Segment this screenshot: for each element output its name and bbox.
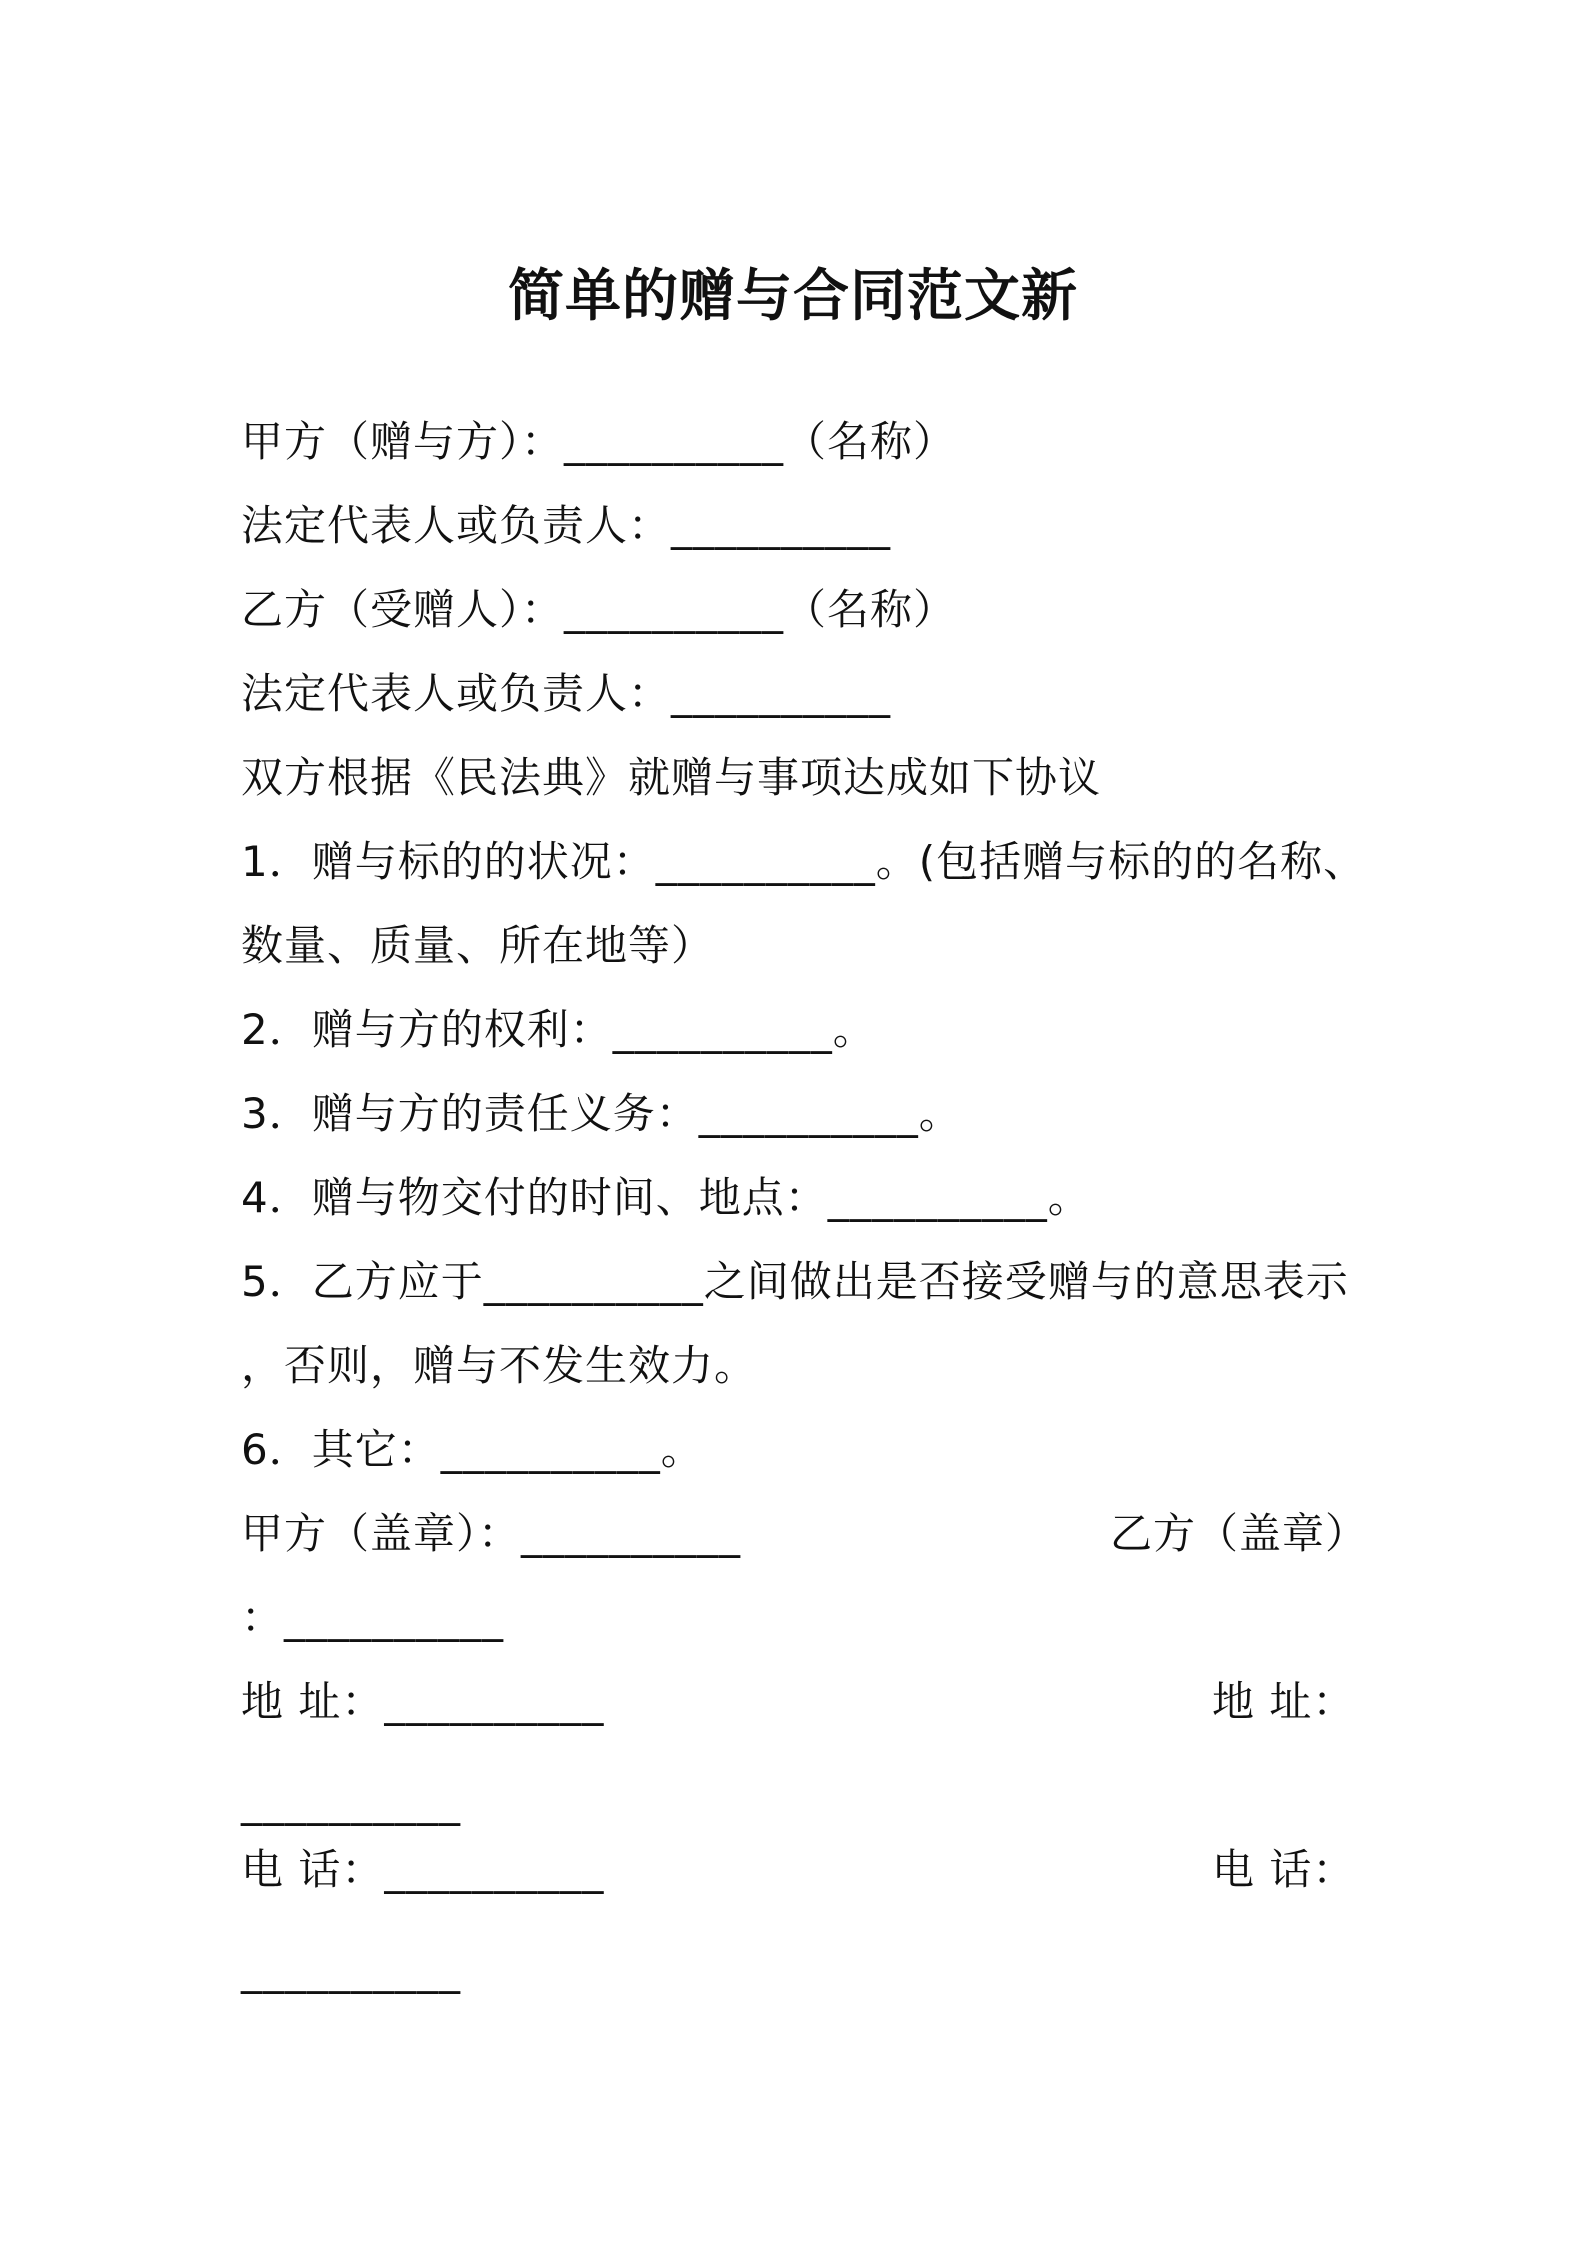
clause-1-line-1: 1．赠与标的的状况：__________。(包括赠与标的的名称、 (241, 837, 1367, 886)
party-b-line: 乙方（受赠人）：__________（名称） (241, 585, 957, 634)
party-b-address-label: 地 址： (1212, 1677, 1356, 1726)
party-a-phone-line: 电 话：__________ (241, 1845, 605, 1894)
clause-4: 4．赠与物交付的时间、地点：__________。 (241, 1173, 1091, 1222)
clause-6: 6．其它：__________。 (241, 1425, 704, 1474)
document-title: 简单的赠与合同范文新 (508, 264, 1078, 329)
party-b-address-blank: __________ (241, 1777, 461, 1826)
party-b-seal-blank: ：__________ (241, 1593, 505, 1642)
party-a-representative-line: 法定代表人或负责人：__________ (241, 501, 892, 550)
party-b-phone-label: 电 话： (1212, 1845, 1356, 1894)
party-a-seal-line: 甲方（盖章）：__________ (241, 1509, 742, 1558)
clause-5-line-1: 5．乙方应于__________之间做出是否接受赠与的意思表示 (241, 1257, 1349, 1306)
party-b-phone-blank: __________ (241, 1945, 461, 1994)
clause-2: 2．赠与方的权利：__________。 (241, 1005, 876, 1054)
party-b-seal-label: 乙方（盖章） (1110, 1509, 1369, 1558)
clause-5-line-2: ，否则，赠与不发生效力。 (241, 1341, 758, 1390)
party-a-address-line: 地 址：__________ (241, 1677, 605, 1726)
clause-3: 3．赠与方的责任义务：__________。 (241, 1089, 962, 1138)
party-b-representative-line: 法定代表人或负责人：__________ (241, 669, 892, 718)
preamble-line: 双方根据《民法典》就赠与事项达成如下协议 (241, 753, 1102, 802)
clause-1-line-2: 数量、质量、所在地等） (241, 921, 715, 970)
party-a-line: 甲方（赠与方）：__________（名称） (241, 417, 957, 466)
